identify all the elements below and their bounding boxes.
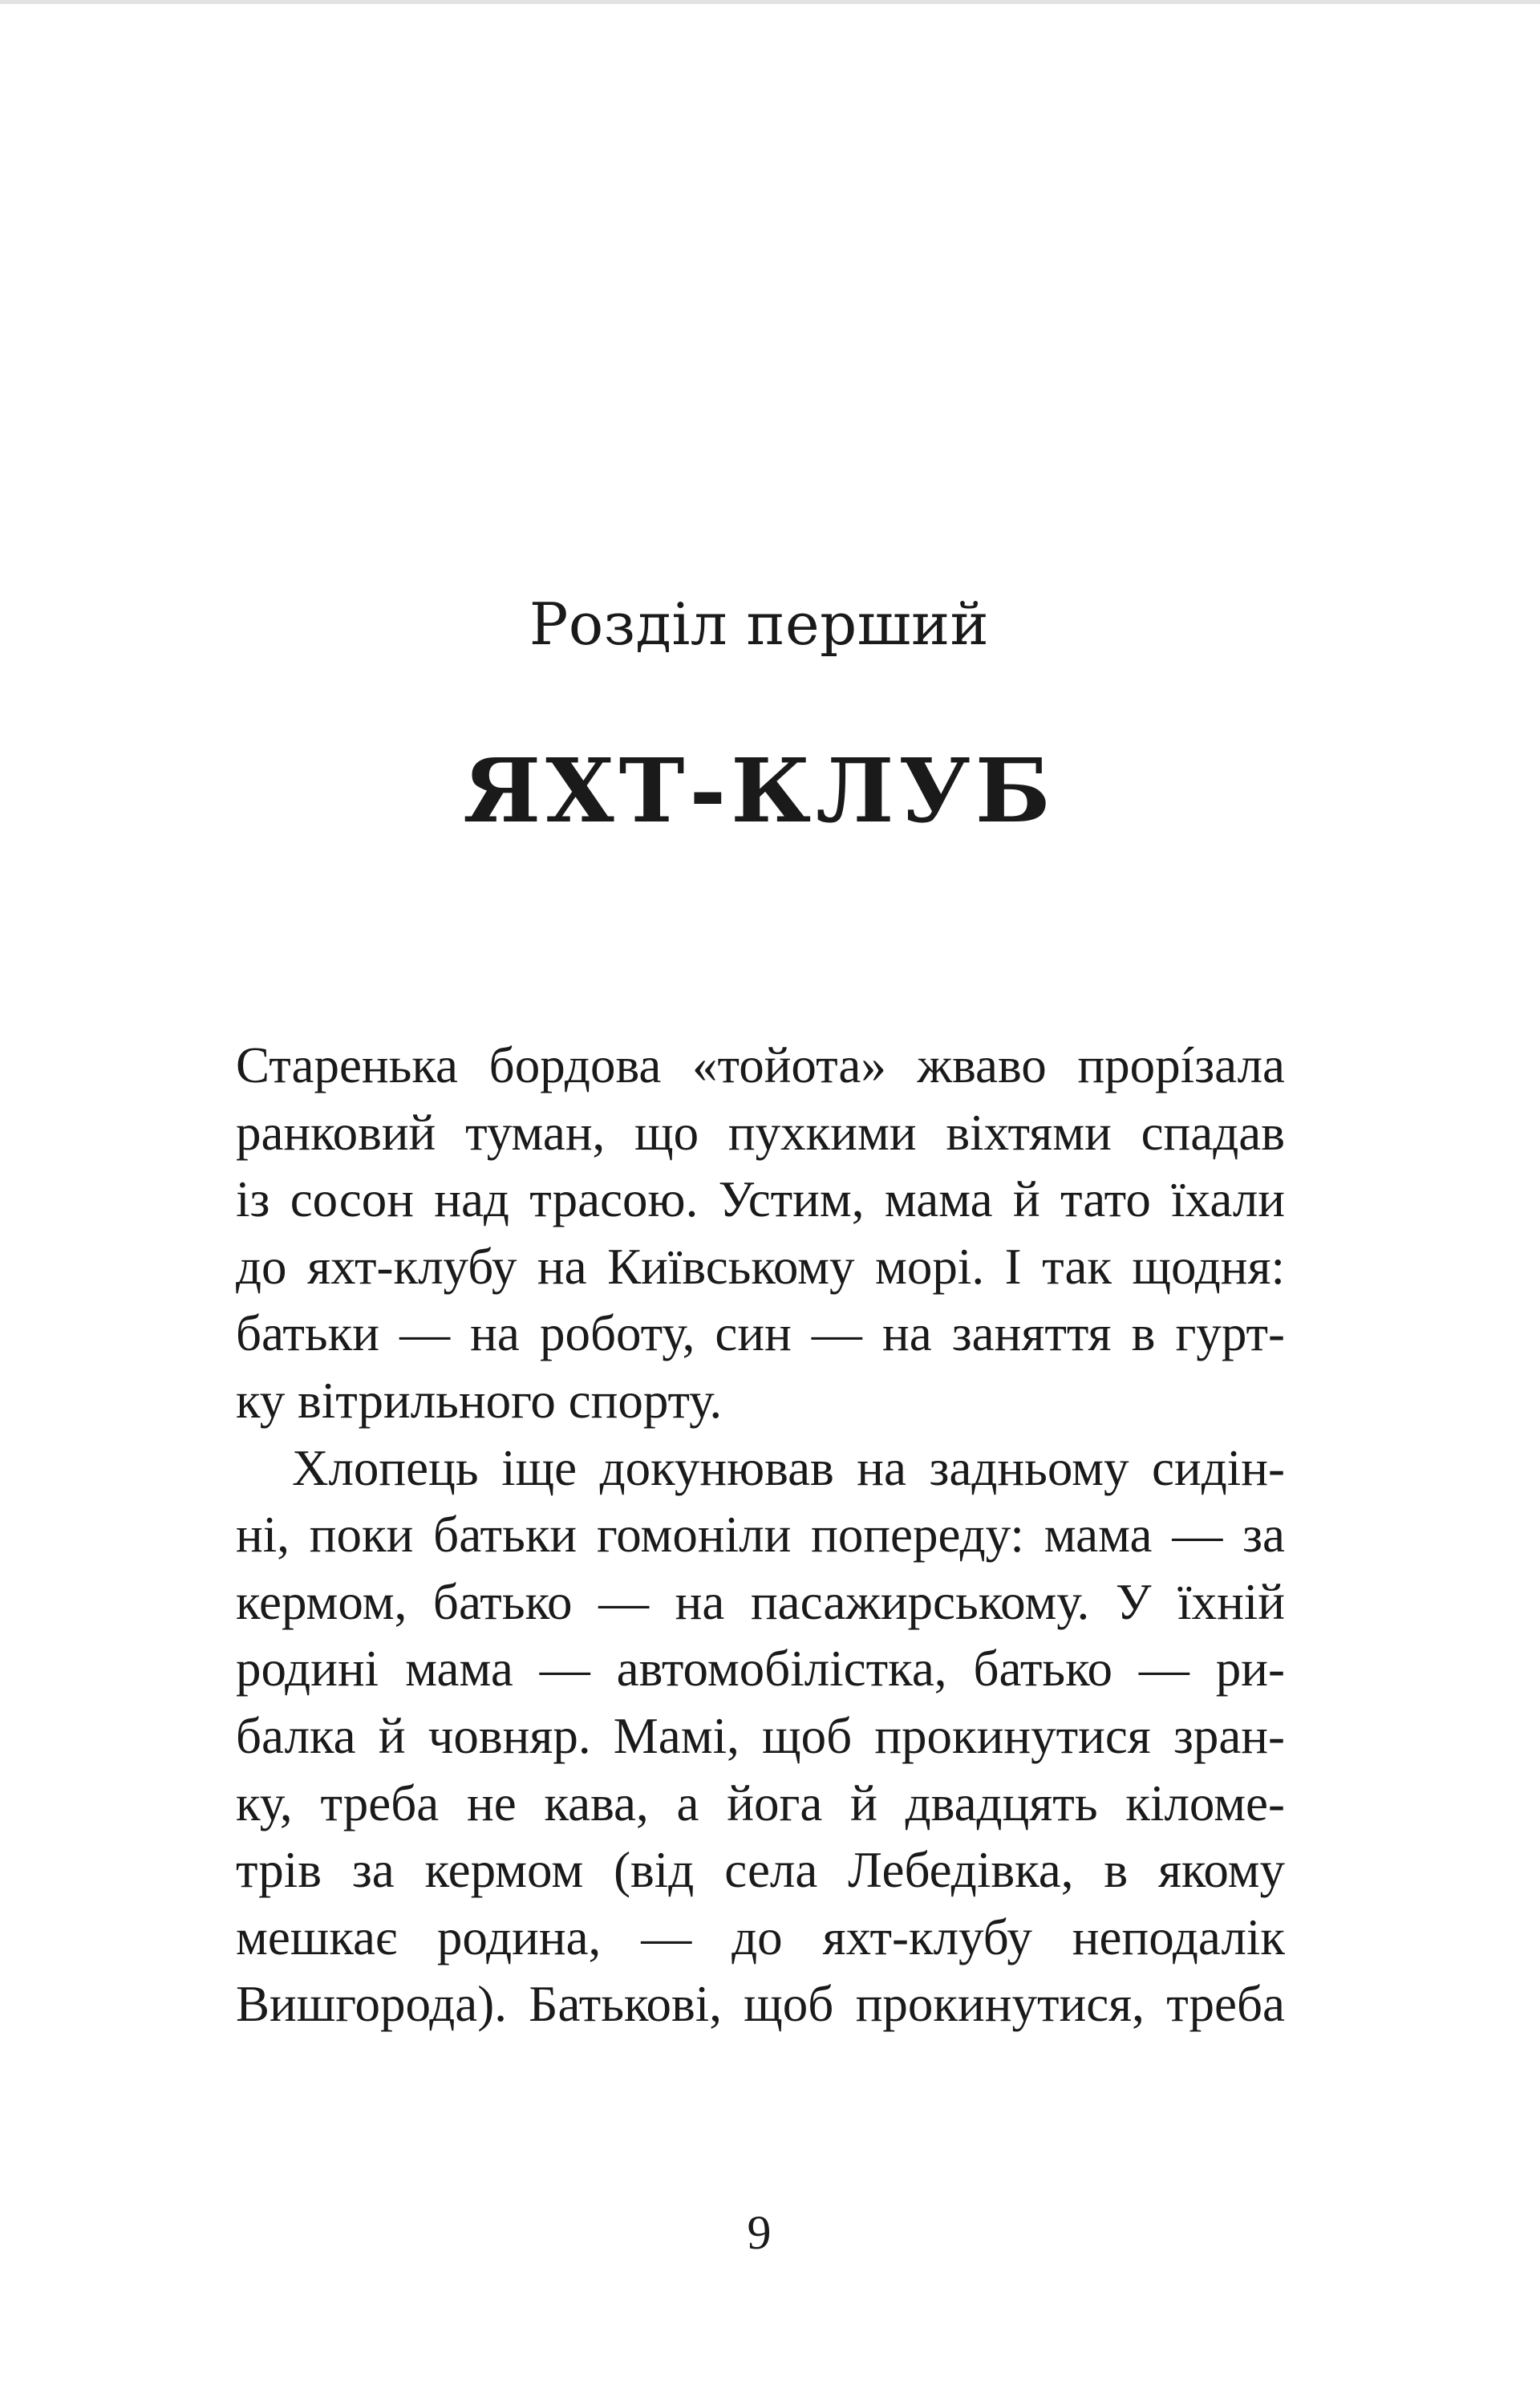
text-line: батьки — на роботу, син — на заняття в гурт- [236,1305,1285,1362]
page-number: 9 [747,2206,772,2259]
text-line: із сосон над трасою. Устим, мама й тато їхали [236,1171,1285,1228]
text-line: ку вітрильного спорту. [236,1372,723,1429]
chapter-title: ЯХТ-КЛУБ [463,739,1056,842]
text-line: балка й човняр. Мамі, щоб прокинутися зран- [236,1707,1285,1764]
chapter-label: Розділ перший [529,590,990,658]
text-line: ні, поки батьки гомоніли попереду: мама — за [236,1507,1285,1564]
top-divider [0,0,1540,4]
text-line: Вишгорода). Батькові, щоб прокинутися, треба [236,1976,1285,2033]
text-line: родині мама — автомобілістка, батько — ри- [236,1641,1285,1698]
text-line: мешкає родина, — до яхт-клубу неподалік [236,1908,1285,1965]
text-line: Старенька бордова «тойота» жваво прорíзала [236,1037,1285,1093]
chapter-body [236,1032,1285,2038]
text-line: до яхт-клубу на Київському морі. І так щодня: [236,1238,1285,1295]
text-line: ку, треба не кава, а йога й двадцять кіломе- [236,1775,1285,1831]
text-line: Хлопець іще докунював на задньому сидін- [292,1439,1285,1496]
text-line: ранковий туман, що пухкими віхтями спадав [236,1104,1285,1161]
text-line: кермом, батько — на пасажирському. У їхній [236,1573,1285,1630]
text-line: трів за кермом (від села Лебедівка, в якому [236,1842,1285,1899]
